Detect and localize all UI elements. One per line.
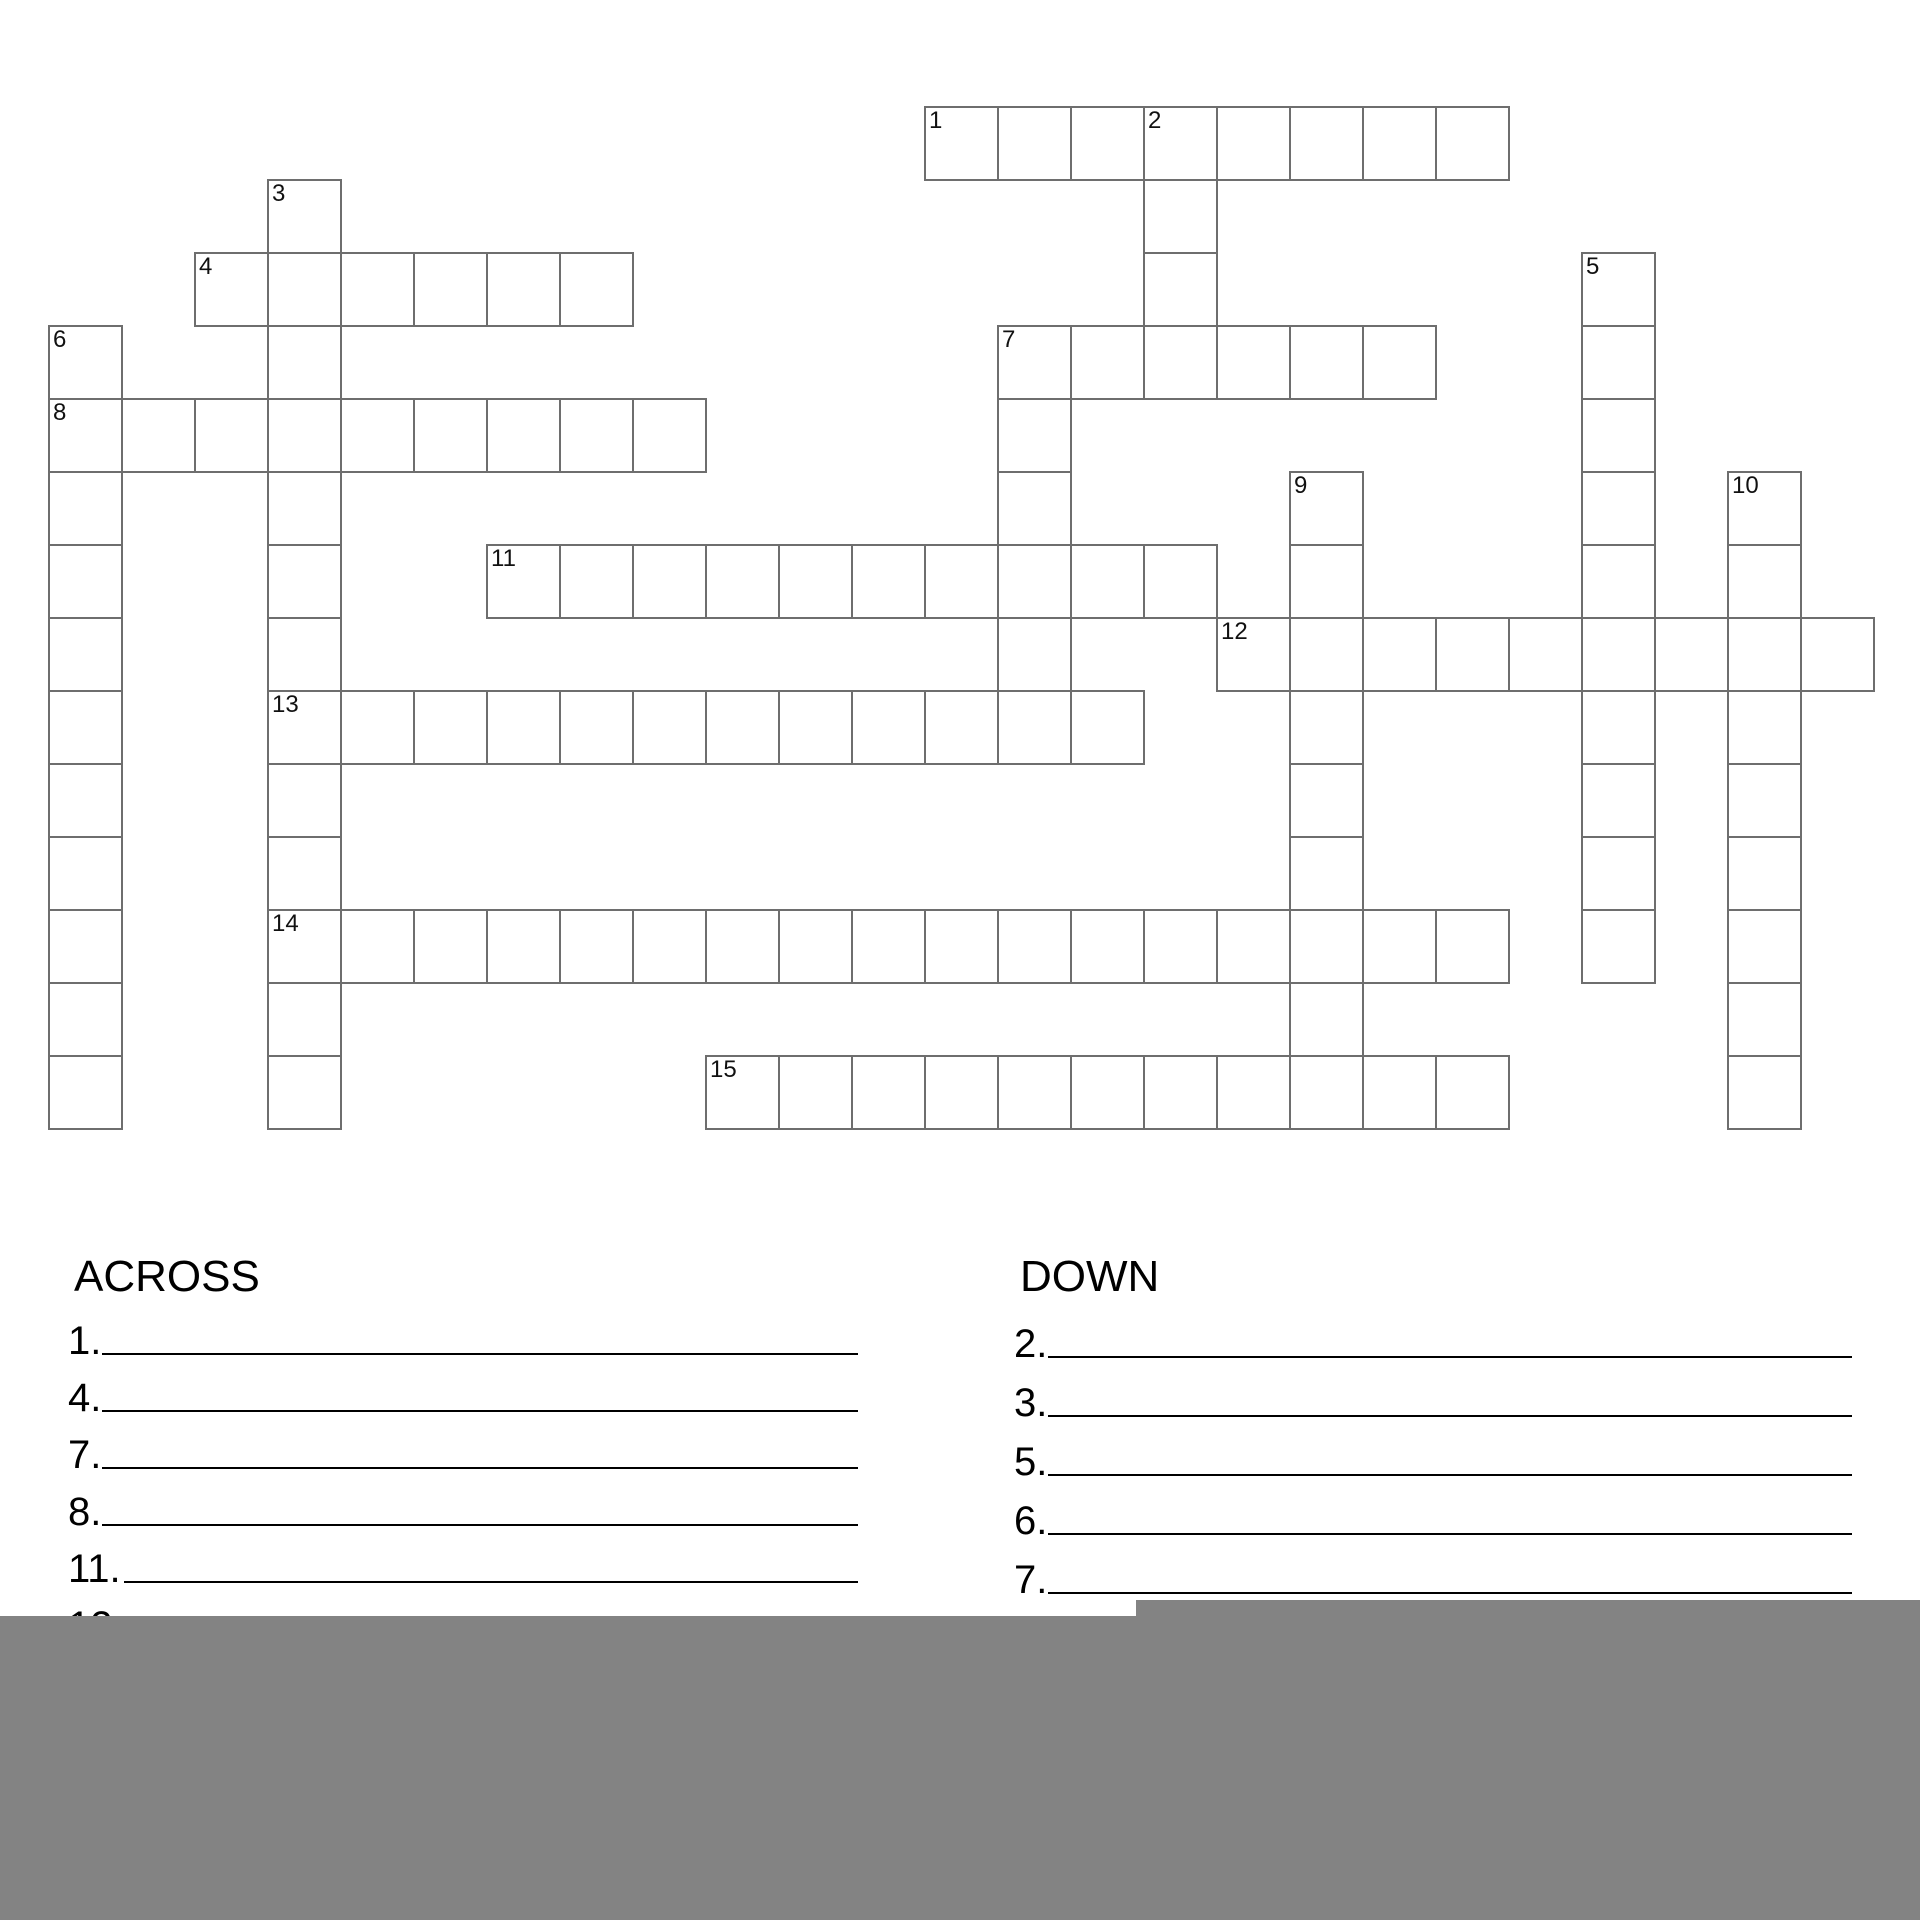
grid-cell[interactable] bbox=[1727, 471, 1802, 546]
grid-cell[interactable] bbox=[1581, 836, 1656, 911]
grid-cell[interactable] bbox=[1289, 763, 1364, 838]
grid-cell[interactable] bbox=[997, 325, 1072, 400]
across-answer-line[interactable] bbox=[102, 1410, 858, 1412]
grid-cell[interactable] bbox=[1143, 325, 1218, 400]
grid-cell[interactable] bbox=[486, 690, 561, 765]
grid-cell[interactable] bbox=[997, 398, 1072, 473]
grid-cell[interactable] bbox=[1070, 325, 1145, 400]
down-answer-line[interactable] bbox=[1048, 1356, 1852, 1358]
grid-cell[interactable] bbox=[1727, 690, 1802, 765]
grid-cell[interactable] bbox=[997, 617, 1072, 692]
across-answer-line[interactable] bbox=[102, 1524, 858, 1526]
clue-number: 7 bbox=[1002, 326, 1016, 353]
down-heading: DOWN bbox=[1020, 1252, 1160, 1301]
down-clue-number: 2. bbox=[1014, 1322, 1048, 1366]
grid-cell[interactable] bbox=[48, 544, 123, 619]
down-clue-number: 5. bbox=[1014, 1440, 1048, 1484]
grid-cell[interactable] bbox=[267, 617, 342, 692]
grid-cell[interactable] bbox=[1216, 325, 1291, 400]
grid-cell[interactable] bbox=[1581, 325, 1656, 400]
grid-cell[interactable] bbox=[267, 252, 342, 327]
grid-cell[interactable] bbox=[267, 909, 342, 984]
grid-cell[interactable] bbox=[705, 1055, 780, 1130]
grid-cell[interactable] bbox=[997, 1055, 1072, 1130]
grid-cell[interactable] bbox=[340, 252, 415, 327]
clue-number: 2 bbox=[1148, 107, 1162, 134]
grid-cell[interactable] bbox=[1581, 690, 1656, 765]
down-clue-number: 7. bbox=[1014, 1558, 1048, 1602]
grid-cell[interactable] bbox=[1727, 617, 1802, 692]
grid-cell[interactable] bbox=[1581, 398, 1656, 473]
grid-cell[interactable] bbox=[1727, 763, 1802, 838]
grid-cell[interactable] bbox=[1289, 1055, 1364, 1130]
clue-number: 4 bbox=[199, 253, 213, 280]
grid-cell[interactable] bbox=[1581, 252, 1656, 327]
grid-cell[interactable] bbox=[194, 252, 269, 327]
grid-cell[interactable] bbox=[1070, 909, 1145, 984]
down-answer-line[interactable] bbox=[1048, 1592, 1852, 1594]
grid-cell[interactable] bbox=[1289, 690, 1364, 765]
across-clue-number: 11. bbox=[68, 1547, 121, 1591]
grid-cell[interactable] bbox=[1581, 544, 1656, 619]
occlusion-overlay bbox=[0, 1616, 1920, 1920]
grid-cell[interactable] bbox=[413, 252, 488, 327]
grid-cell[interactable] bbox=[1727, 544, 1802, 619]
grid-cell[interactable] bbox=[632, 690, 707, 765]
grid-cell[interactable] bbox=[632, 544, 707, 619]
across-answer-line[interactable] bbox=[102, 1353, 858, 1355]
across-answer-line[interactable] bbox=[102, 1467, 858, 1469]
grid-cell[interactable] bbox=[1727, 982, 1802, 1057]
grid-cell[interactable] bbox=[1289, 982, 1364, 1057]
grid-cell[interactable] bbox=[1216, 909, 1291, 984]
grid-cell[interactable] bbox=[1216, 617, 1291, 692]
grid-cell[interactable] bbox=[1362, 325, 1437, 400]
grid-cell[interactable] bbox=[997, 471, 1072, 546]
clue-number: 5 bbox=[1586, 253, 1600, 280]
grid-cell[interactable] bbox=[48, 398, 123, 473]
grid-cell[interactable] bbox=[1143, 106, 1218, 181]
grid-cell[interactable] bbox=[1070, 690, 1145, 765]
grid-cell[interactable] bbox=[340, 398, 415, 473]
grid-cell[interactable] bbox=[1289, 106, 1364, 181]
grid-cell[interactable] bbox=[1289, 617, 1364, 692]
clue-number: 14 bbox=[272, 910, 299, 937]
grid-cell[interactable] bbox=[559, 252, 634, 327]
grid-cell[interactable] bbox=[267, 398, 342, 473]
grid-cell[interactable] bbox=[1800, 617, 1875, 692]
grid-cell[interactable] bbox=[997, 690, 1072, 765]
grid-cell[interactable] bbox=[1727, 909, 1802, 984]
clue-number: 15 bbox=[710, 1056, 737, 1083]
grid-cell[interactable] bbox=[267, 471, 342, 546]
down-clue-line bbox=[1014, 1377, 1852, 1425]
grid-cell[interactable] bbox=[486, 398, 561, 473]
grid-cell[interactable] bbox=[851, 690, 926, 765]
grid-cell[interactable] bbox=[778, 544, 853, 619]
grid-cell[interactable] bbox=[1581, 763, 1656, 838]
grid-cell[interactable] bbox=[48, 690, 123, 765]
grid-cell[interactable] bbox=[1070, 1055, 1145, 1130]
down-clue-number: 6. bbox=[1014, 1499, 1048, 1543]
down-clue-line bbox=[1014, 1318, 1852, 1366]
grid-cell[interactable] bbox=[924, 909, 999, 984]
down-answer-line[interactable] bbox=[1048, 1415, 1852, 1417]
grid-cell[interactable] bbox=[267, 325, 342, 400]
grid-cell[interactable] bbox=[486, 252, 561, 327]
grid-cell[interactable] bbox=[1289, 471, 1364, 546]
grid-cell[interactable] bbox=[851, 909, 926, 984]
grid-cell[interactable] bbox=[1435, 909, 1510, 984]
grid-cell[interactable] bbox=[1143, 544, 1218, 619]
down-clue-line bbox=[1014, 1436, 1852, 1484]
grid-cell[interactable] bbox=[1435, 106, 1510, 181]
across-clue-number: 8. bbox=[68, 1490, 102, 1534]
down-answer-line[interactable] bbox=[1048, 1533, 1852, 1535]
grid-cell[interactable] bbox=[705, 909, 780, 984]
grid-cell[interactable] bbox=[267, 982, 342, 1057]
grid-cell[interactable] bbox=[1654, 617, 1729, 692]
grid-cell[interactable] bbox=[267, 763, 342, 838]
grid-cell[interactable] bbox=[48, 617, 123, 692]
grid-cell[interactable] bbox=[48, 1055, 123, 1130]
grid-cell[interactable] bbox=[559, 544, 634, 619]
across-clue-line bbox=[68, 1543, 858, 1591]
down-clue-line bbox=[1014, 1554, 1852, 1602]
grid-cell[interactable] bbox=[997, 909, 1072, 984]
grid-cell[interactable] bbox=[48, 982, 123, 1057]
across-clue-line bbox=[68, 1429, 858, 1477]
grid-cell[interactable] bbox=[1143, 252, 1218, 327]
grid-cell[interactable] bbox=[1435, 1055, 1510, 1130]
grid-cell[interactable] bbox=[1070, 544, 1145, 619]
grid-cell[interactable] bbox=[997, 544, 1072, 619]
grid-cell[interactable] bbox=[121, 398, 196, 473]
across-clue-line bbox=[68, 1486, 858, 1534]
grid-cell[interactable] bbox=[267, 179, 342, 254]
down-clue-number: 3. bbox=[1014, 1381, 1048, 1425]
grid-cell[interactable] bbox=[48, 909, 123, 984]
clue-number: 11 bbox=[491, 545, 516, 572]
grid-cell[interactable] bbox=[851, 1055, 926, 1130]
grid-cell[interactable] bbox=[413, 690, 488, 765]
grid-cell[interactable] bbox=[48, 836, 123, 911]
grid-cell[interactable] bbox=[924, 1055, 999, 1130]
grid-cell[interactable] bbox=[48, 325, 123, 400]
grid-cell[interactable] bbox=[1216, 106, 1291, 181]
grid-cell[interactable] bbox=[1727, 1055, 1802, 1130]
grid-cell[interactable] bbox=[267, 544, 342, 619]
across-clue-line bbox=[68, 1315, 858, 1363]
grid-cell[interactable] bbox=[486, 909, 561, 984]
grid-cell[interactable] bbox=[924, 544, 999, 619]
grid-cell[interactable] bbox=[705, 690, 780, 765]
grid-cell[interactable] bbox=[340, 690, 415, 765]
grid-cell[interactable] bbox=[1435, 617, 1510, 692]
grid-cell[interactable] bbox=[778, 690, 853, 765]
grid-cell[interactable] bbox=[1289, 836, 1364, 911]
grid-cell[interactable] bbox=[924, 690, 999, 765]
grid-cell[interactable] bbox=[778, 1055, 853, 1130]
grid-cell[interactable] bbox=[413, 909, 488, 984]
grid-cell[interactable] bbox=[924, 106, 999, 181]
grid-cell[interactable] bbox=[851, 544, 926, 619]
grid-cell[interactable] bbox=[705, 544, 780, 619]
grid-cell[interactable] bbox=[1508, 617, 1583, 692]
grid-cell[interactable] bbox=[1362, 617, 1437, 692]
grid-cell[interactable] bbox=[1581, 617, 1656, 692]
across-clue-line bbox=[68, 1372, 858, 1420]
grid-cell[interactable] bbox=[413, 398, 488, 473]
grid-cell[interactable] bbox=[1143, 1055, 1218, 1130]
grid-cell[interactable] bbox=[559, 909, 634, 984]
grid-cell[interactable] bbox=[997, 106, 1072, 181]
clue-number: 9 bbox=[1294, 472, 1308, 499]
clue-number: 6 bbox=[53, 326, 67, 353]
grid-cell[interactable] bbox=[340, 909, 415, 984]
down-answer-line[interactable] bbox=[1048, 1474, 1852, 1476]
grid-cell[interactable] bbox=[632, 398, 707, 473]
grid-cell[interactable] bbox=[1362, 1055, 1437, 1130]
grid-cell[interactable] bbox=[1581, 909, 1656, 984]
grid-cell[interactable] bbox=[559, 398, 634, 473]
across-heading: ACROSS bbox=[74, 1252, 260, 1301]
grid-cell[interactable] bbox=[778, 909, 853, 984]
grid-cell[interactable] bbox=[267, 690, 342, 765]
grid-cell[interactable] bbox=[1070, 106, 1145, 181]
grid-cell[interactable] bbox=[194, 398, 269, 473]
clue-number: 8 bbox=[53, 399, 67, 426]
grid-cell[interactable] bbox=[1727, 836, 1802, 911]
clue-number: 3 bbox=[272, 180, 286, 207]
grid-cell[interactable] bbox=[632, 909, 707, 984]
grid-cell[interactable] bbox=[1289, 544, 1364, 619]
grid-cell[interactable] bbox=[1289, 909, 1364, 984]
grid-cell[interactable] bbox=[1289, 325, 1364, 400]
grid-cell[interactable] bbox=[48, 763, 123, 838]
grid-cell[interactable] bbox=[48, 471, 123, 546]
grid-cell[interactable] bbox=[1143, 909, 1218, 984]
grid-cell[interactable] bbox=[267, 836, 342, 911]
grid-cell[interactable] bbox=[1216, 1055, 1291, 1130]
grid-cell[interactable] bbox=[267, 1055, 342, 1130]
down-clue-line bbox=[1014, 1495, 1852, 1543]
across-clue-number: 1. bbox=[68, 1319, 102, 1363]
clue-number: 10 bbox=[1732, 472, 1759, 499]
grid-cell[interactable] bbox=[1143, 179, 1218, 254]
grid-cell[interactable] bbox=[1362, 106, 1437, 181]
across-clue-number: 4. bbox=[68, 1376, 102, 1420]
grid-cell[interactable] bbox=[1581, 471, 1656, 546]
grid-cell[interactable] bbox=[1362, 909, 1437, 984]
clue-number: 1 bbox=[929, 107, 943, 134]
across-answer-line[interactable] bbox=[124, 1581, 858, 1583]
clue-number: 13 bbox=[272, 691, 299, 718]
grid-cell[interactable] bbox=[486, 544, 561, 619]
grid-cell[interactable] bbox=[559, 690, 634, 765]
clue-number: 12 bbox=[1221, 618, 1248, 645]
across-clue-number: 7. bbox=[68, 1433, 102, 1477]
